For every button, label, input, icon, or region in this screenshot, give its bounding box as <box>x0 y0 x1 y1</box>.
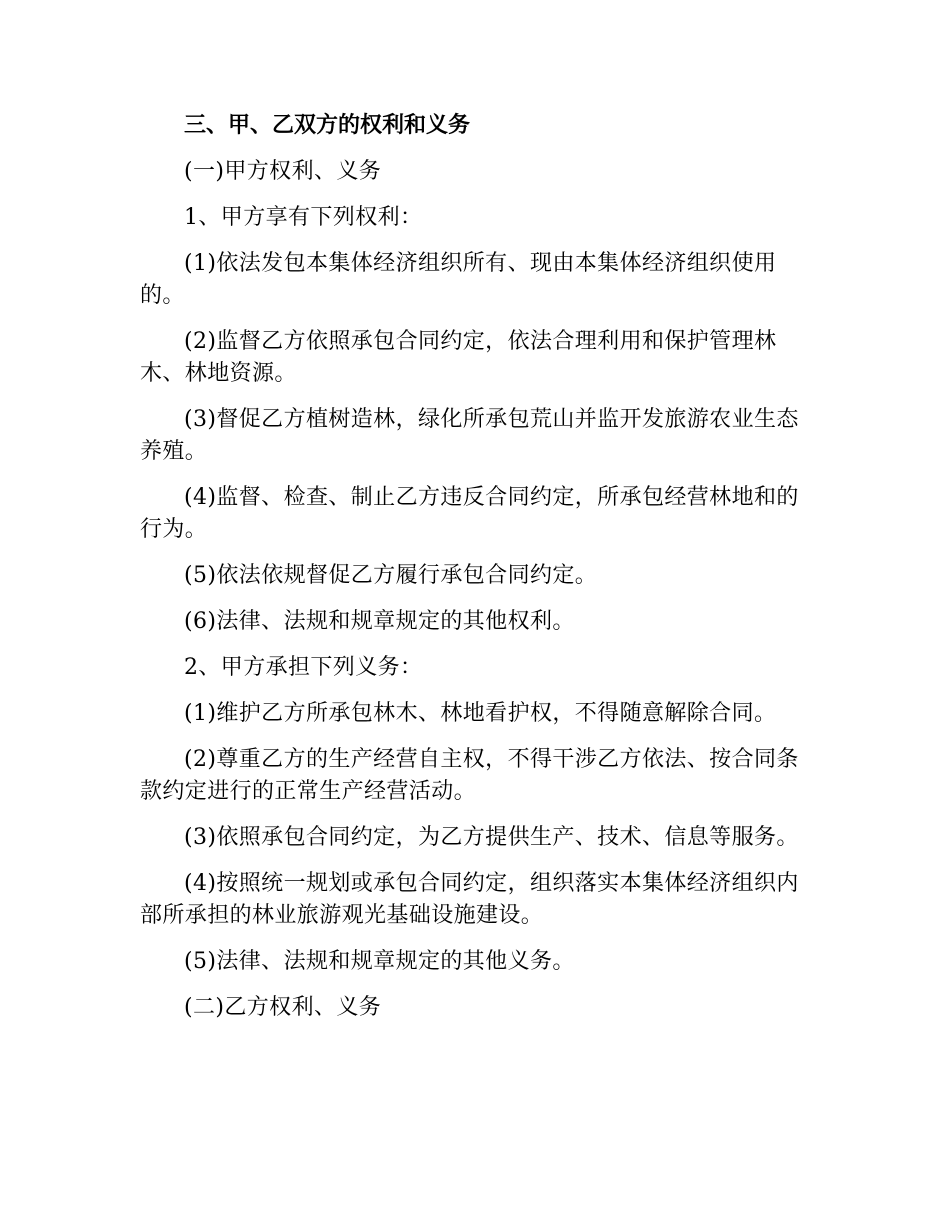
duties-item-5: (5)法律、法规和规章规定的其他义务。 <box>184 949 575 974</box>
duties-item-4: (4)按照统一规划或承包合同约定，组织落实本集体经济组织内部所承担的林业旅游观光基础设施建设。 <box>140 871 799 928</box>
rights-item-2: (2)监督乙方依照承包合同约定，依法合理利用和保护管理林木、林地资源。 <box>140 329 777 386</box>
document-page <box>140 110 800 1038</box>
rights-item-3: (3)督促乙方植树造林，绿化所承包荒山并监开发旅游农业生态养殖。 <box>140 407 799 464</box>
duties-heading: 2、甲方承担下列义务： <box>184 655 423 680</box>
rights-item-6: (6)法律、法规和规章规定的其他权利。 <box>184 609 575 634</box>
duties-item-3: (3)依照承包合同约定，为乙方提供生产、技术、信息等服务。 <box>184 825 799 850</box>
rights-item-1: (1)依法发包本集体经济组织所有、现由本集体经济组织使用的。 <box>140 251 777 308</box>
duties-item-1: (1)维护乙方所承包林木、林地看护权，不得随意解除合同。 <box>184 701 777 726</box>
subsection-heading-party-a: (一)甲方权利、义务 <box>184 159 382 184</box>
duties-item-2: (2)尊重乙方的生产经营自主权，不得干涉乙方依法、按合同条款约定进行的正常生产经营活动。 <box>140 747 799 804</box>
section-title: 三、甲、乙双方的权利和义务 <box>184 113 471 138</box>
rights-heading: 1、甲方享有下列权利： <box>184 205 423 230</box>
rights-item-4: (4)监督、检查、制止乙方违反合同约定，所承包经营林地和的行为。 <box>140 485 799 542</box>
subsection-heading-party-b: (二)乙方权利、义务 <box>184 995 382 1020</box>
rights-item-5: (5)依法依规督促乙方履行承包合同约定。 <box>184 563 598 588</box>
